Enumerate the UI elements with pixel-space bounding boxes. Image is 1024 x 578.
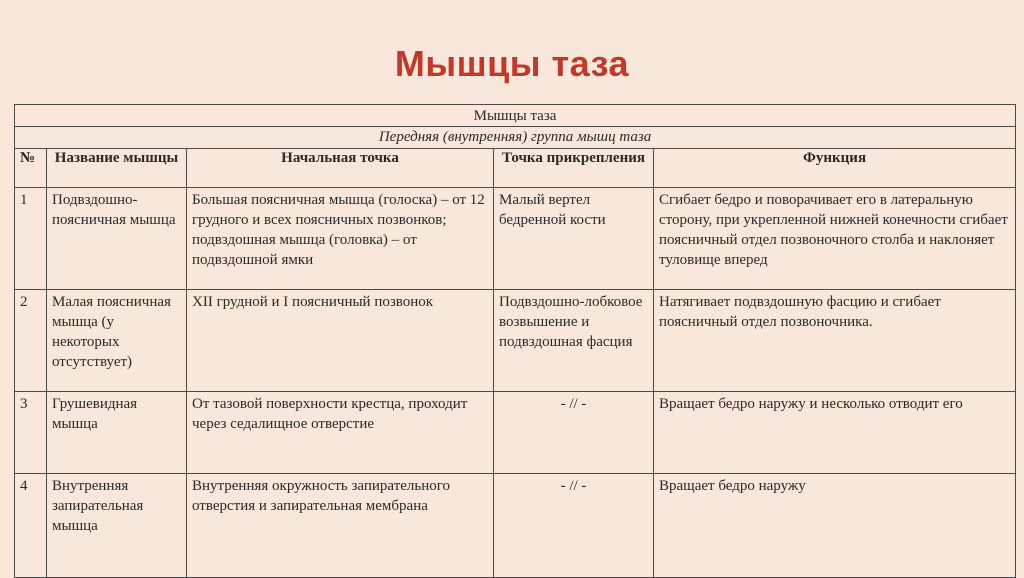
slide-title: Мышцы таза [394,43,630,84]
header-row [15,149,1016,188]
cell-insertion: - // - [494,474,654,578]
header-insertion: Точка прикрепления [494,149,654,188]
header-origin: Начальная точка [187,149,494,188]
group-title: Передняя (внутренняя) группа мышц таза [15,127,1016,149]
cell-num: 4 [15,474,47,578]
cell-origin: Большая поясничная мышца (голоска) – от 12 грудного и всех поясничных позвонков; подвздошная мышца (головка) – от подвздошной ямки [187,188,494,290]
table-title: Мышцы таза [15,105,1016,127]
cell-origin: От тазовой поверхности крестца, проходит через седалищное отверстие [187,392,494,474]
cell-name: Внутренняя запирательная мышца [47,474,187,578]
cell-origin: Внутренняя окружность запирательного отверстия и запирательная мембрана [187,474,494,578]
cell-name: Малая поясничная мышца (у некоторых отсутствует) [47,290,187,392]
cell-insertion: - // - [494,392,654,474]
cell-function: Вращает бедро наружу [654,474,1016,578]
cell-num: 2 [15,290,47,392]
cell-function: Вращает бедро наружу и несколько отводит его [654,392,1016,474]
cell-insertion: Малый вертел бедренной кости [494,188,654,290]
cell-name: Грушевидная мышца [47,392,187,474]
cell-insertion: Подвздошно-лобковое возвышение и подвздошная фасция [494,290,654,392]
cell-num: 3 [15,392,47,474]
table-row [15,474,1016,578]
table-title-row [15,105,1016,127]
header-function: Функция [654,149,1016,188]
table-row [15,290,1016,392]
muscles-table [14,104,1016,578]
table-row [15,392,1016,474]
cell-name: Подвздошно-поясничная мышца [47,188,187,290]
header-num: № [15,149,47,188]
header-name: Название мышцы [47,149,187,188]
cell-function: Сгибает бедро и поворачивает его в латеральную сторону, при укрепленной нижней конечности сгибает поясничный отдел позвоночного столба и наклоняет туловище вперед [654,188,1016,290]
cell-origin: XII грудной и I поясничный позвонок [187,290,494,392]
table-row [15,188,1016,290]
group-row [15,127,1016,149]
cell-num: 1 [15,188,47,290]
cell-function: Натягивает подвздошную фасцию и сгибает поясничный отдел позвоночника. [654,290,1016,392]
